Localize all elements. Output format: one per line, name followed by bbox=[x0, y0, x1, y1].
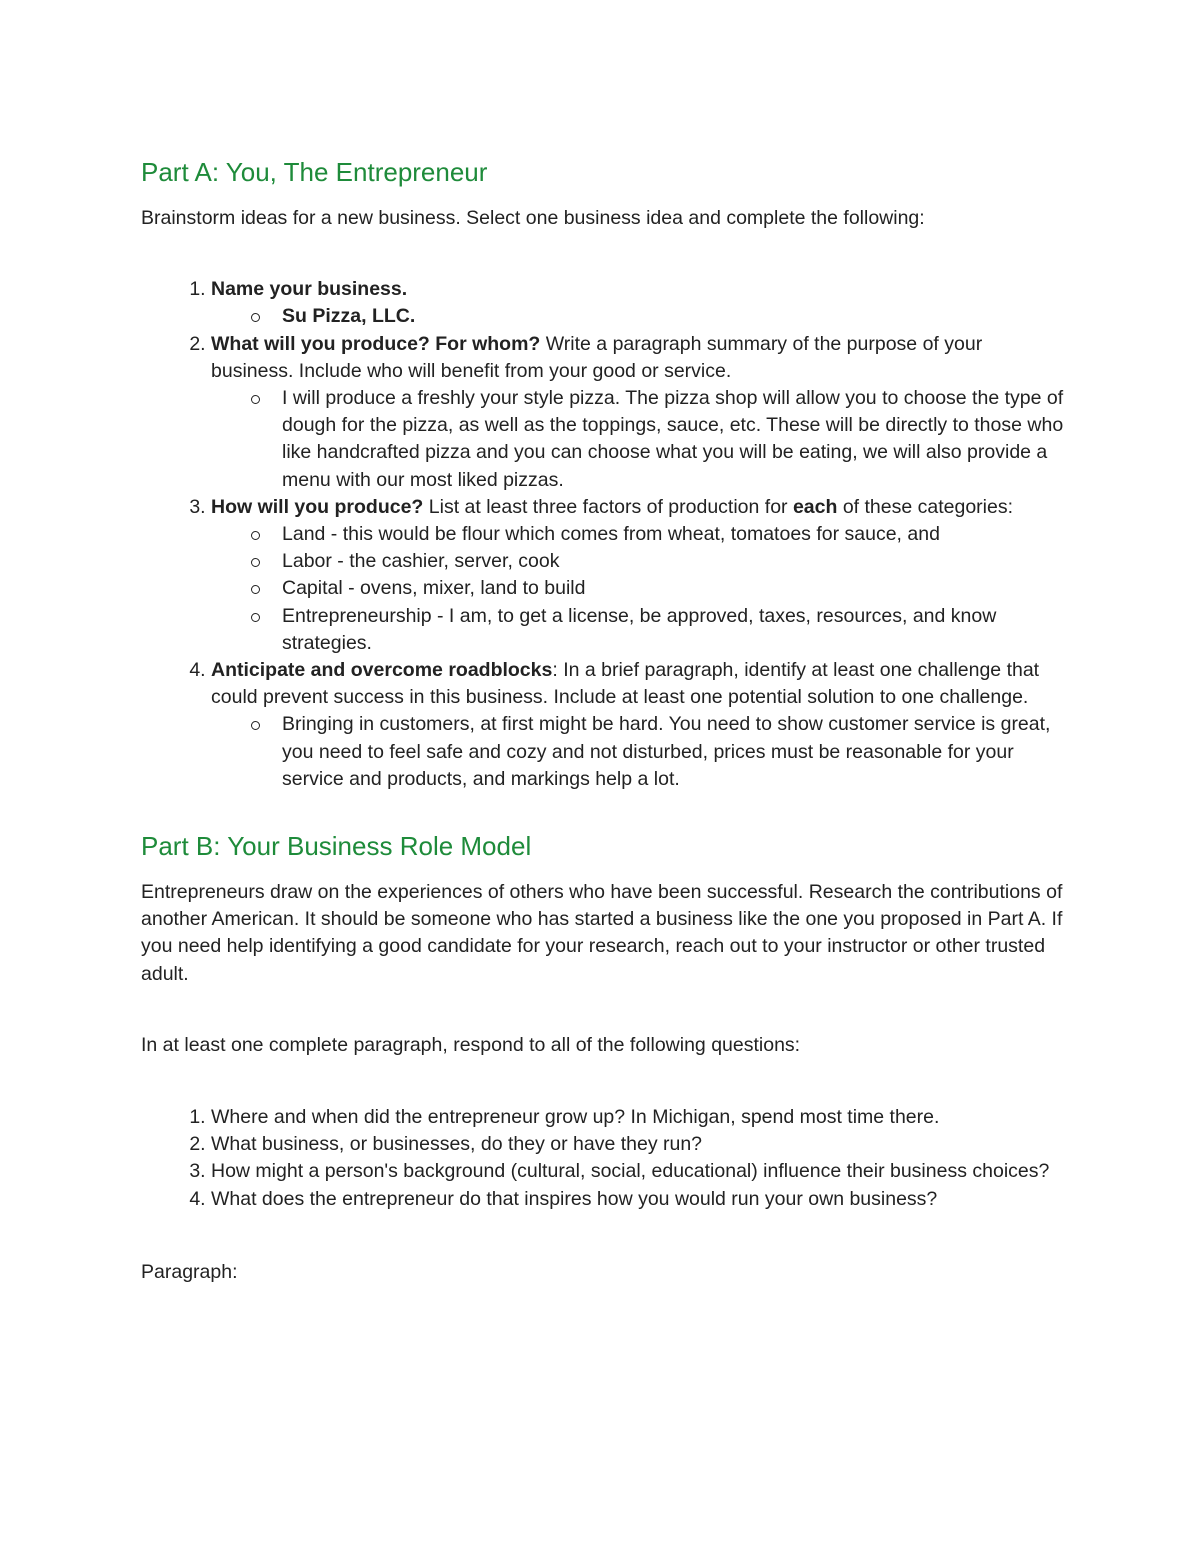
part-a-list bbox=[141, 276, 1066, 793]
part-a-title: Part A: You, The Entrepreneur bbox=[141, 157, 488, 187]
item-3-prompt-text-a: List at least three factors of production for bbox=[423, 495, 793, 518]
part-a-intro: Brainstorm ideas for a new business. Select one business idea and complete the following: bbox=[141, 207, 925, 229]
question-4: 4. What does the entrepreneur do that inspires how you would run your own business? bbox=[211, 1186, 1066, 1213]
item-4-answers bbox=[211, 711, 1066, 793]
item-4-answer: Bringing in customers, at first might be hard. You need to show customer service is great, you need to feel safe and cozy and not disturbed, prices must be reasonable for your service and products, and markings help a lot. bbox=[282, 711, 1066, 793]
item-3-prompt-bold: How will you produce? bbox=[211, 495, 424, 518]
item-3-answers bbox=[211, 521, 1066, 657]
item-4-prompt-text: : In a brief paragraph, identify at least one challenge that could prevent success in this business. Include at least one potential solution to one challenge. bbox=[211, 659, 1040, 709]
part-a-item-1 bbox=[211, 276, 1066, 330]
item-2-prompt-text: Write a paragraph summary of the purpose of your business. Include who will benefit from your good or service. bbox=[211, 332, 983, 382]
question-2: 2. What business, or businesses, do they or have they run? bbox=[211, 1131, 1066, 1158]
item-3-answer-land: Land - this would be flour which comes from wheat, tomatoes for sauce, and bbox=[282, 521, 1066, 548]
part-b-questions bbox=[141, 1104, 1066, 1213]
item-3-answer-capital: Capital - ovens, mixer, land to build bbox=[282, 575, 1066, 602]
item-1-prompt: Name your business. bbox=[211, 278, 408, 301]
business-name-answer: Su Pizza, LLC. bbox=[282, 305, 416, 328]
item-3-prompt-text-b: of these categories: bbox=[837, 495, 1014, 518]
item-1-answer bbox=[282, 303, 1066, 330]
part-a-item-2 bbox=[211, 331, 1066, 494]
item-2-answer: I will produce a freshly your style pizza. The pizza shop will allow you to choose the type of dough for the pizza, as well as the toppings, sauce, etc. These will be directly to those who like handcrafted pizza and you can choose what you will be eating, we will also provide a menu with our most liked pizzas. bbox=[282, 385, 1066, 494]
item-3-answer-labor: Labor - the cashier, server, cook bbox=[282, 548, 1066, 575]
document-page bbox=[141, 155, 1066, 1286]
item-1-answers bbox=[211, 303, 1066, 330]
item-3-answer-entrepreneurship: Entrepreneurship - I am, to get a license, be approved, taxes, resources, and know strategies. bbox=[282, 603, 1066, 657]
part-a-item-3 bbox=[211, 494, 1066, 657]
item-3-prompt-bold-each: each bbox=[792, 495, 838, 518]
part-b-title: Part B: Your Business Role Model bbox=[141, 831, 532, 862]
item-2-answers bbox=[211, 385, 1066, 494]
part-b-instructions: In at least one complete paragraph, respond to all of the following questions: bbox=[141, 1033, 801, 1056]
item-2-prompt-bold: What will you produce? For whom? bbox=[211, 332, 541, 355]
question-1: 1. Where and when did the entrepreneur grow up? In Michigan, spend most time there. bbox=[211, 1104, 1066, 1131]
part-a-item-4 bbox=[211, 657, 1066, 793]
paragraph-label: Paragraph: bbox=[141, 1260, 238, 1283]
item-4-prompt-bold: Anticipate and overcome roadblocks bbox=[211, 659, 553, 682]
question-3: 3. How might a person's background (cultural, social, educational) influence their business choices? bbox=[211, 1158, 1066, 1185]
part-b-intro: Entrepreneurs draw on the experiences of others who have been successful. Research the contributions of another American. It should be someone who has started a business like the one you proposed in Part A. If you need help identifying a good candidate for your research, reach out to your instructor or other trusted adult. bbox=[141, 881, 1063, 985]
